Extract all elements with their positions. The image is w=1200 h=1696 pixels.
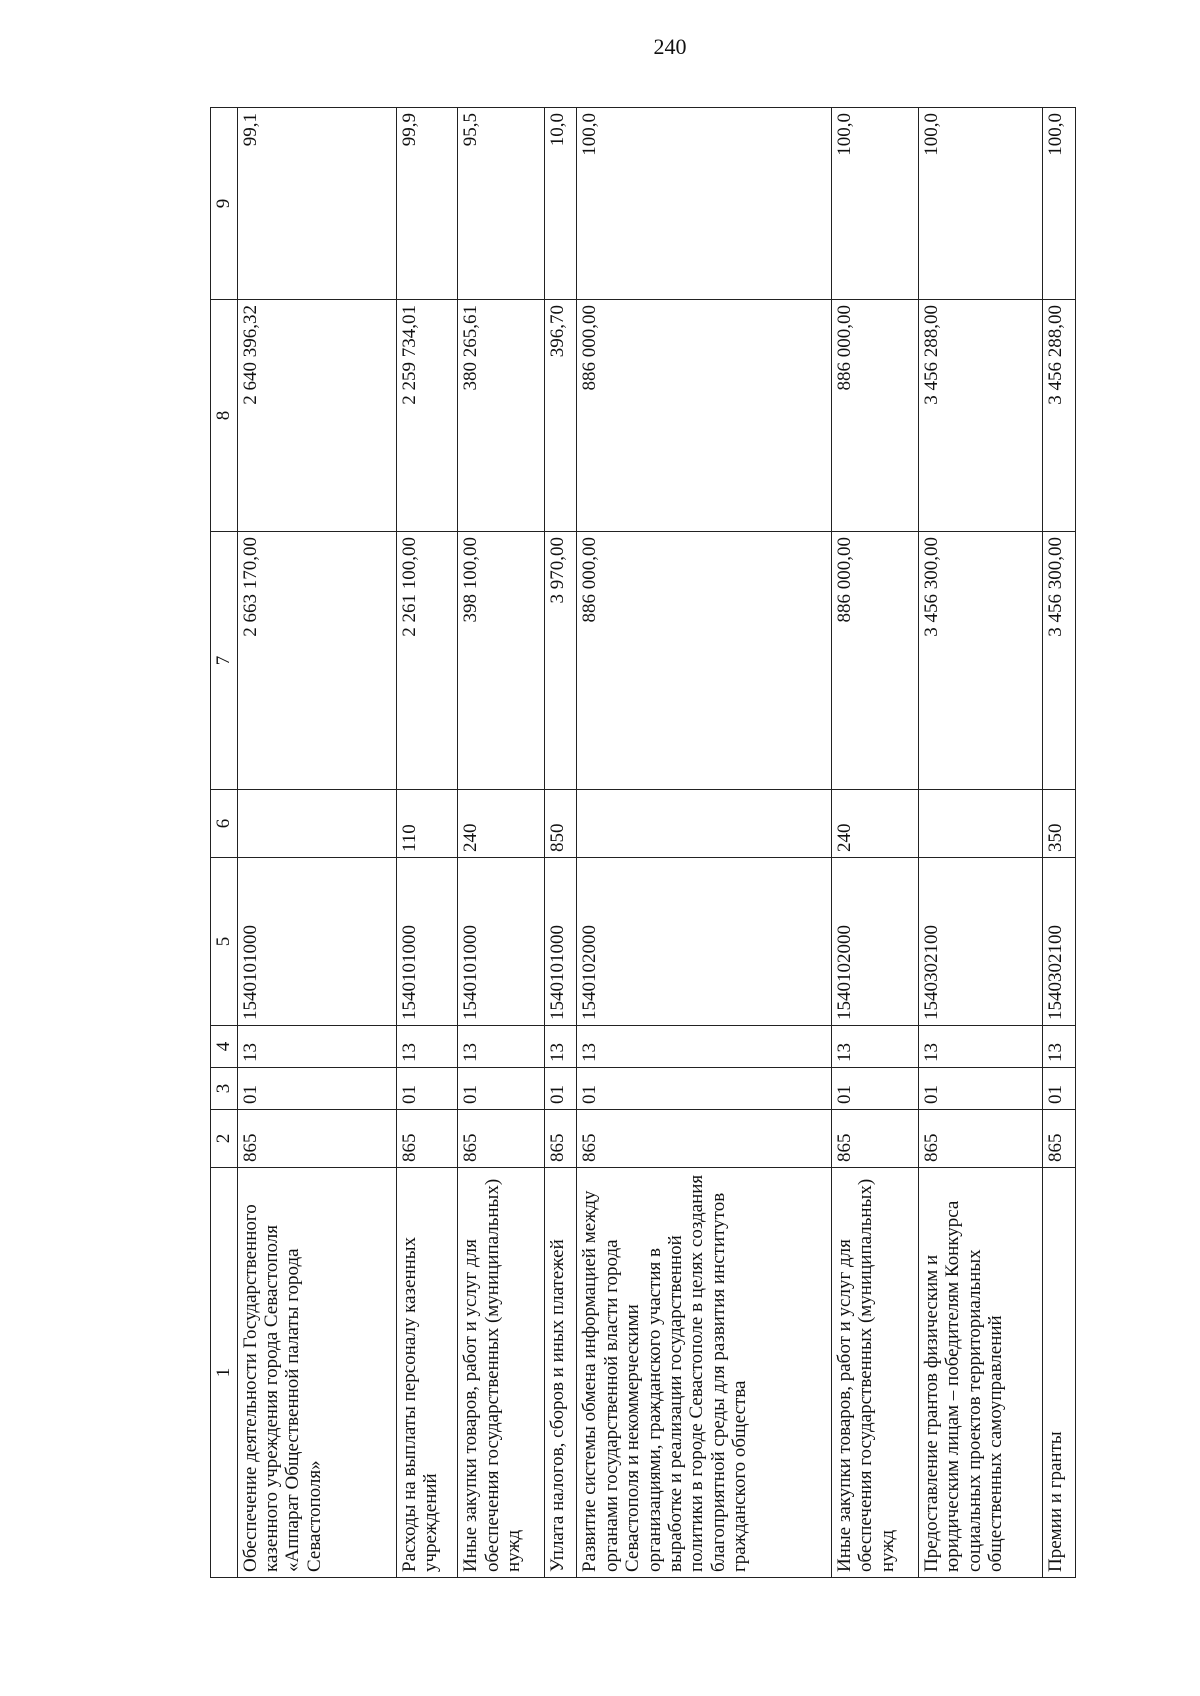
table-row	[577, 108, 832, 1578]
row-target-article: 1540102000	[831, 858, 918, 1026]
row-name: Уплата налогов, сборов и иных платежей	[545, 1168, 577, 1578]
row-ministry-code: 865	[396, 1110, 458, 1168]
row-executed-amount: 396,70	[545, 300, 577, 532]
row-subsection: 13	[458, 1026, 545, 1068]
row-expense-type: 850	[545, 790, 577, 858]
row-executed-amount: 2 640 396,32	[237, 300, 396, 532]
row-expense-type: 240	[458, 790, 545, 858]
row-expense-type: 110	[396, 790, 458, 858]
column-number-2: 2	[211, 1110, 238, 1168]
row-name: Предоставление грантов физическим и юридическим лицам – победителям Конкурса социальных проектов территориальных общественных самоуправлений	[918, 1168, 1042, 1578]
table-row	[918, 108, 1042, 1578]
row-executed-amount: 380 265,61	[458, 300, 545, 532]
row-section: 01	[545, 1068, 577, 1110]
row-planned-amount: 3 456 300,00	[918, 532, 1042, 790]
column-number-8: 8	[211, 300, 238, 532]
page-number: 240	[653, 34, 687, 59]
row-execution-percent: 100,0	[918, 108, 1042, 300]
row-execution-percent: 95,5	[458, 108, 545, 300]
row-ministry-code: 865	[831, 1110, 918, 1168]
row-execution-percent: 100,0	[831, 108, 918, 300]
row-ministry-code: 865	[545, 1110, 577, 1168]
row-subsection: 13	[577, 1026, 832, 1068]
row-section: 01	[396, 1068, 458, 1110]
row-name: Иные закупки товаров, работ и услуг для обеспечения государственных (муниципальных) нужд	[831, 1168, 918, 1578]
row-section: 01	[458, 1068, 545, 1110]
row-target-article: 1540102000	[577, 858, 832, 1026]
row-section: 01	[831, 1068, 918, 1110]
row-target-article: 1540302100	[1043, 858, 1076, 1026]
row-section: 01	[1043, 1068, 1076, 1110]
row-executed-amount: 2 259 734,01	[396, 300, 458, 532]
row-subsection: 13	[831, 1026, 918, 1068]
table-row	[458, 108, 545, 1578]
row-expense-type: 350	[1043, 790, 1076, 858]
row-name: Развитие системы обмена информацией между органами государственной власти города Севастополя и некоммерческими организациями, гражданского участия в выработке и реализации государственной политики в городе Севастополе в целях создания благоприятной среды для развития институтов гражданского общества	[577, 1168, 832, 1578]
row-target-article: 1540302100	[918, 858, 1042, 1026]
row-section: 01	[237, 1068, 396, 1110]
row-section: 01	[918, 1068, 1042, 1110]
table-row	[545, 108, 577, 1578]
row-execution-percent: 99,9	[396, 108, 458, 300]
table-row	[1043, 108, 1076, 1578]
column-number-3: 3	[211, 1068, 238, 1110]
row-expense-type: 240	[831, 790, 918, 858]
row-executed-amount: 886 000,00	[831, 300, 918, 532]
row-execution-percent: 10,0	[545, 108, 577, 300]
row-expense-type	[237, 790, 396, 858]
table-body	[211, 108, 1076, 1578]
row-ministry-code: 865	[237, 1110, 396, 1168]
row-ministry-code: 865	[1043, 1110, 1076, 1168]
row-name: Обеспечение деятельности Государственного казенного учреждения города Севастополя «Аппарат Общественной палаты города Севастополя»	[237, 1168, 396, 1578]
row-executed-amount: 3 456 288,00	[918, 300, 1042, 532]
row-subsection: 13	[396, 1026, 458, 1068]
column-number-6: 6	[211, 790, 238, 858]
row-subsection: 13	[918, 1026, 1042, 1068]
column-number-7: 7	[211, 532, 238, 790]
row-planned-amount: 3 970,00	[545, 532, 577, 790]
row-expense-type	[918, 790, 1042, 858]
table-row	[396, 108, 458, 1578]
row-subsection: 13	[237, 1026, 396, 1068]
row-execution-percent: 100,0	[577, 108, 832, 300]
row-executed-amount: 886 000,00	[577, 300, 832, 532]
row-planned-amount: 2 261 100,00	[396, 532, 458, 790]
row-planned-amount: 2 663 170,00	[237, 532, 396, 790]
row-ministry-code: 865	[458, 1110, 545, 1168]
table-row	[831, 108, 918, 1578]
column-number-9: 9	[211, 108, 238, 300]
column-number-5: 5	[211, 858, 238, 1026]
row-expense-type	[577, 790, 832, 858]
row-planned-amount: 886 000,00	[577, 532, 832, 790]
table-row	[237, 108, 396, 1578]
column-number-4: 4	[211, 1026, 238, 1068]
row-name: Премии и гранты	[1043, 1168, 1076, 1578]
column-number-row	[211, 108, 238, 1578]
row-target-article: 1540101000	[458, 858, 545, 1026]
row-target-article: 1540101000	[237, 858, 396, 1026]
row-name: Расходы на выплаты персоналу казенных учреждений	[396, 1168, 458, 1578]
row-subsection: 13	[1043, 1026, 1076, 1068]
row-target-article: 1540101000	[545, 858, 577, 1026]
row-planned-amount: 886 000,00	[831, 532, 918, 790]
budget-table	[210, 107, 1076, 1578]
row-name: Иные закупки товаров, работ и услуг для обеспечения государственных (муниципальных) нужд	[458, 1168, 545, 1578]
row-ministry-code: 865	[918, 1110, 1042, 1168]
row-ministry-code: 865	[577, 1110, 832, 1168]
row-planned-amount: 398 100,00	[458, 532, 545, 790]
row-execution-percent: 100,0	[1043, 108, 1076, 300]
row-target-article: 1540101000	[396, 858, 458, 1026]
row-execution-percent: 99,1	[237, 108, 396, 300]
row-planned-amount: 3 456 300,00	[1043, 532, 1076, 790]
column-number-1: 1	[211, 1168, 238, 1578]
rotated-table-sheet	[210, 108, 1076, 1578]
row-section: 01	[577, 1068, 832, 1110]
row-subsection: 13	[545, 1026, 577, 1068]
row-executed-amount: 3 456 288,00	[1043, 300, 1076, 532]
